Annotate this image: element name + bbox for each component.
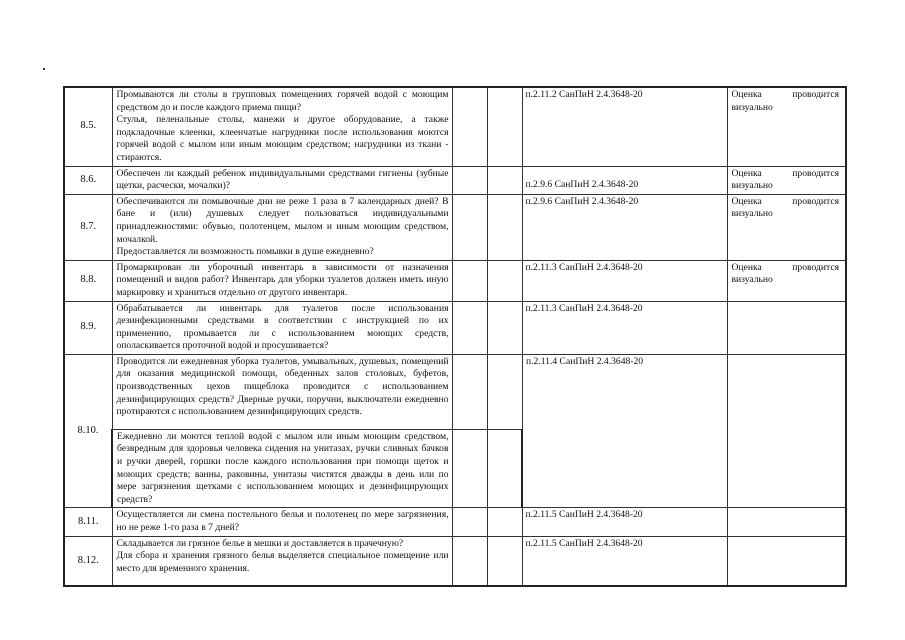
table-row (64, 194, 846, 260)
note-line: Оценка проводится (731, 261, 839, 273)
table-row (64, 260, 846, 301)
answer-no-cell[interactable] (487, 429, 522, 508)
answer-yes-cell[interactable] (452, 354, 487, 429)
table-row (64, 354, 846, 429)
question-cell (112, 354, 452, 429)
question-cell (112, 87, 452, 166)
item-number: 8.9. (64, 301, 112, 354)
answer-no-cell[interactable] (487, 87, 522, 166)
item-number: 8.8. (64, 260, 112, 301)
note-cell (727, 166, 846, 194)
note-line: Оценка проводится (731, 195, 839, 207)
answer-yes-cell[interactable] (452, 429, 487, 508)
stray-dot (43, 68, 45, 70)
question-text: Обрабатывается ли инвентарь для туалетов после использования дезинфекционными средствами в соответствии с инструкцией по их применению, промывается ли с использованием моющих средств, ополаскивается проточной водой и просушивается? (116, 302, 449, 352)
answer-yes-cell[interactable] (452, 166, 487, 194)
note-line: визуально (731, 101, 773, 113)
note-line: визуально (731, 180, 773, 192)
question-cell (112, 194, 452, 260)
note-line: визуально (731, 274, 773, 286)
note-line: визуально (731, 208, 773, 220)
answer-no-cell[interactable] (487, 301, 522, 354)
note-cell (727, 301, 846, 354)
question-text: Складывается ли грязное белье в мешки и доставляется в прачечную? (116, 537, 404, 549)
note-cell (727, 260, 846, 301)
answer-no-cell[interactable] (487, 354, 522, 429)
reference-cell: п.2.11.3 СанПиН 2.4.3648-20 (522, 301, 727, 354)
table-row (64, 508, 846, 536)
answer-yes-cell[interactable] (452, 536, 487, 586)
reference-cell: п.2.11.4 СанПиН 2.4.3648-20 (522, 354, 727, 508)
question-text: Промаркирован ли уборочный инвентарь в зависимости от назначения помещений и видов работ? Инвентарь для уборки туалетов должен иметь иную маркировку и храниться отдельно от другого инвентаря. (116, 261, 449, 298)
answer-no-cell[interactable] (487, 260, 522, 301)
note-cell (727, 536, 846, 586)
item-number: 8.7. (64, 194, 112, 260)
item-number: 8.6. (64, 166, 112, 194)
table-row (64, 536, 846, 586)
table-row (64, 301, 846, 354)
reference-cell: п.2.9.6 СанПиН 2.4.3648-20 (522, 166, 727, 194)
question-text: Стулья, пеленальные столы, манежи и другое оборудование, а также подкладочные клеенки, клеенчатые нагрудники после использования моются горячей водой с мылом или иным моющим средством; нагрудники из ткани - стираются. (116, 114, 449, 163)
question-text: Ежедневно ли моются теплой водой с мылом или иным моющим средством, безвредным для здоровья человека сидения на унитазах, ручки сливных бачков и ручки дверей, горшки после каждого использования при помощи щеток и моющих средств; ванны, раковины, унитазы чистятся дважды в день или по мере загрязнения щетками с использованием моющих и дезинфицирующих средств? (117, 430, 449, 505)
question-text: Предоставляется ли возможность помывки в душе ежедневно? (116, 246, 374, 258)
reference-cell: п.2.11.5 СанПиН 2.4.3648-20 (522, 536, 727, 586)
question-text: Обеспечиваются ли помывочные дни не реже 1 раза в 7 календарных дней? В бане и (или) душевых следует пользоваться индивидуальными принадлежностями: обувью, полотенцем, мылом и иным моющим средством, мочалкой. (116, 195, 449, 245)
question-cell (112, 508, 452, 536)
question-cell (112, 260, 452, 301)
item-number: 8.12. (64, 536, 112, 586)
answer-yes-cell[interactable] (452, 260, 487, 301)
note-line: Оценка проводится (731, 89, 839, 100)
item-number: 8.10. (64, 354, 112, 508)
checklist-table (63, 86, 847, 587)
answer-no-cell[interactable] (487, 194, 522, 260)
question-cell (112, 429, 452, 508)
answer-yes-cell[interactable] (452, 87, 487, 166)
note-cell (727, 194, 846, 260)
reference-cell: п.2.9.6 СанПиН 2.4.3648-20 (522, 194, 727, 260)
question-cell (112, 301, 452, 354)
table-row (64, 87, 846, 166)
answer-yes-cell[interactable] (452, 194, 487, 260)
reference-cell: п.2.11.5 СанПиН 2.4.3648-20 (522, 508, 727, 536)
note-cell (727, 508, 846, 536)
question-text: Проводится ли ежедневная уборка туалетов, умывальных, душевых, помещений для оказания медицинской помощи, обеденных залов столовых, буфетов, производственных цехов пищеблока проводится с использованием дезинфицирующих средств? Дверные ручки, поручни, выключатели ежедневно протираются с использованием дезинфицирующих средств. (116, 355, 449, 418)
answer-no-cell[interactable] (487, 508, 522, 536)
answer-no-cell[interactable] (487, 536, 522, 586)
note-cell (727, 87, 846, 166)
question-text: Обеспечен ли каждый ребенок индивидуальными средствами гигиены (зубные щетки, расчески, мочалки)? (116, 167, 449, 192)
item-number: 8.5. (64, 87, 112, 166)
question-cell (112, 536, 452, 586)
table-row (64, 166, 846, 194)
answer-yes-cell[interactable] (452, 508, 487, 536)
question-text: Для сбора и хранения грязного белья выделяется специальное помещение или место для временного хранения. (116, 550, 449, 574)
answer-yes-cell[interactable] (452, 301, 487, 354)
question-text: Промываются ли столы в групповых помещениях горячей водой с моющим средством до и после каждого приема пищи? (116, 89, 449, 113)
question-text: Осуществляется ли смена постельного белья и полотенец по мере загрязнения, но не реже 1-го раза в 7 дней? (116, 509, 449, 534)
note-line: Оценка проводится (731, 167, 839, 179)
answer-no-cell[interactable] (487, 166, 522, 194)
question-cell (112, 166, 452, 194)
reference-cell: п.2.11.3 СанПиН 2.4.3648-20 (522, 260, 727, 301)
reference-cell: п.2.11.2 СанПиН 2.4.3648-20 (522, 87, 727, 166)
note-cell (727, 354, 846, 508)
item-number: 8.11. (64, 508, 112, 536)
